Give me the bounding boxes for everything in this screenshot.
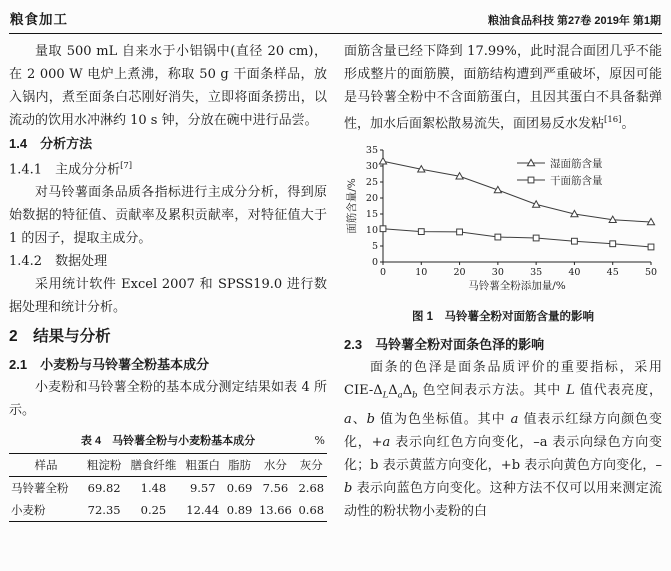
paragraph-data-processing: 采用统计软件 Excel 2007 和 SPSS19.0 进行数据处理和统计分析。: [9, 277, 327, 316]
header-journal-info: 粮油食品科技 第27卷 2019年 第1期: [488, 15, 661, 27]
square-marker: [528, 177, 534, 183]
x-tick-label: 30: [491, 267, 504, 279]
table-header-cell: 灰分: [296, 454, 327, 477]
table-4-body: [9, 477, 327, 522]
table-cell: 马铃薯全粉: [11, 481, 69, 496]
triangle-marker: [379, 158, 386, 164]
y-tick-label: 30: [365, 161, 378, 173]
square-marker: [648, 244, 654, 250]
table-cell: 0.68: [298, 503, 325, 518]
x-tick-label: 35: [530, 267, 543, 279]
square-marker: [495, 234, 501, 240]
right-column: [344, 40, 662, 523]
x-tick-label: 10: [415, 267, 428, 279]
heading-2-1: 2.1 小麦粉与马铃薯全粉基本成分: [9, 357, 210, 373]
x-tick-label: 20: [453, 267, 466, 279]
heading-1-4-1: 1.4.1 主成分分析[7]: [9, 161, 133, 178]
heading-2-results: 2 结果与分析: [9, 328, 111, 346]
page-header: [9, 5, 662, 33]
x-axis-title: 马铃薯全粉添加量/%: [468, 280, 566, 293]
table-row: [9, 477, 327, 500]
table-cell: 0.69: [226, 481, 253, 496]
x-tick-label: 40: [568, 267, 581, 279]
table-4-unit-label: %: [314, 434, 325, 448]
paragraph-cooking-method: 量取 500 mL 自来水于小铝锅中(直径 20 cm)，在 2 000 W 电炉上煮沸，称取 50 g 干面条样品，放入锅内，煮至面条白芯刚好消失，立即将面条捞出，以流动的饮用水冲淋约 10 s 钟，分放在碗中进行品尝。: [9, 44, 327, 128]
table-cell: 72.35: [87, 503, 121, 518]
y-tick-label: 25: [365, 177, 378, 189]
y-tick-label: 20: [365, 193, 378, 205]
table-cell: 0.89: [226, 503, 253, 518]
heading-1-4-2: 1.4.2 数据处理: [9, 254, 108, 270]
table-header-cell: 粗淀粉: [83, 454, 125, 477]
paragraph-pca: 对马铃薯面条品质各指标进行主成分分析，得到原始数据的特征值、贡献率及累积贡献率，对特征值大于 1 的因子，提取主成分。: [9, 185, 327, 247]
table-header-cell: 粗蛋白: [182, 454, 224, 477]
table-cell: 0.25: [140, 503, 167, 518]
table-header-cell: 脂肪: [224, 454, 255, 477]
figure-1-line-chart: [346, 141, 660, 297]
y-tick-label: 10: [365, 225, 378, 237]
table-4-header-row: [9, 454, 327, 477]
square-marker: [533, 235, 539, 241]
table-cell: 小麦粉: [11, 503, 46, 518]
square-marker: [457, 229, 463, 235]
table-4-caption: [9, 434, 327, 448]
x-tick-label: 0: [379, 267, 387, 279]
y-tick-label: 35: [365, 145, 378, 157]
table-cell: 2.68: [298, 481, 325, 496]
figure-1-caption: 图 1 马铃薯全粉对面筋含量的影响: [411, 311, 595, 324]
y-axis-title: 面筋含量/%: [346, 178, 358, 235]
table-header-cell: 样品: [9, 454, 83, 477]
square-marker: [380, 226, 386, 232]
table-cell: 7.56: [262, 481, 289, 496]
heading-2-3: 2.3 马铃薯全粉对面条色泽的影响: [344, 337, 545, 353]
square-marker: [572, 239, 578, 245]
table-row: [9, 499, 327, 522]
legend-label: 湿面筋含量: [550, 158, 603, 171]
table-4: [9, 453, 327, 522]
square-marker: [418, 229, 424, 235]
table-4-caption-text: 表 4 马铃薯全粉与小麦粉基本成分: [80, 435, 256, 448]
table-cell: 69.82: [87, 481, 121, 496]
triangle-marker: [533, 201, 540, 207]
figure-1: [344, 141, 662, 324]
header-rule: [9, 33, 662, 34]
x-tick-label: 45: [606, 267, 619, 279]
y-tick-label: 0: [371, 257, 378, 269]
heading-1-4: 1.4 分析方法: [9, 136, 93, 151]
table-cell: 9.57: [189, 481, 216, 496]
square-marker: [610, 241, 616, 247]
paragraph-table-intro: 小麦粉和马铃薯全粉的基本成分测定结果如表 4 所示。: [9, 380, 327, 419]
table-cell: 13.66: [258, 503, 292, 518]
paragraph-color-space: 面条的色泽是面条品质评价的重要指标，采用 CIE-$\Delta_L\Delta_a\Delta_b$ 色空间表示方法。其中 L 值代表亮度，a、b 值为色坐标值。其中 a 值表示红绿方向颜色变化，+a 表示向红色方向变化，–a 表示向绿色方向变化；b 表示黄蓝方向变化，+b 表示向黄色方向变化，–b 表示向蓝色方向变化。这种方法不仅可以用来测定流动性的粉状物小麦粉的白: [344, 360, 662, 519]
left-column: [9, 40, 327, 523]
y-tick-label: 15: [365, 209, 378, 221]
x-tick-label: 50: [644, 267, 658, 279]
two-column-body: [9, 40, 662, 523]
paragraph-gluten-decline: 面筋含量已经下降到 17.99%，此时混合面团几乎不能形成整片的面筋膜，面筋结构遭到严重破坏，原因可能是马铃薯全粉中不含面筋蛋白，且因其蛋白不具备黏弹性，加水后面絮松散易流失，面团易反水发粘[16]。: [344, 44, 662, 132]
table-cell: 12.44: [186, 503, 220, 518]
table-cell: 1.48: [140, 481, 167, 496]
legend-label: 干面筋含量: [550, 175, 603, 188]
table-header-cell: 膳食纤维: [125, 454, 181, 477]
table-header-cell: 水分: [255, 454, 295, 477]
y-tick-label: 5: [371, 241, 378, 253]
header-section-title: 粮食加工: [10, 12, 68, 27]
